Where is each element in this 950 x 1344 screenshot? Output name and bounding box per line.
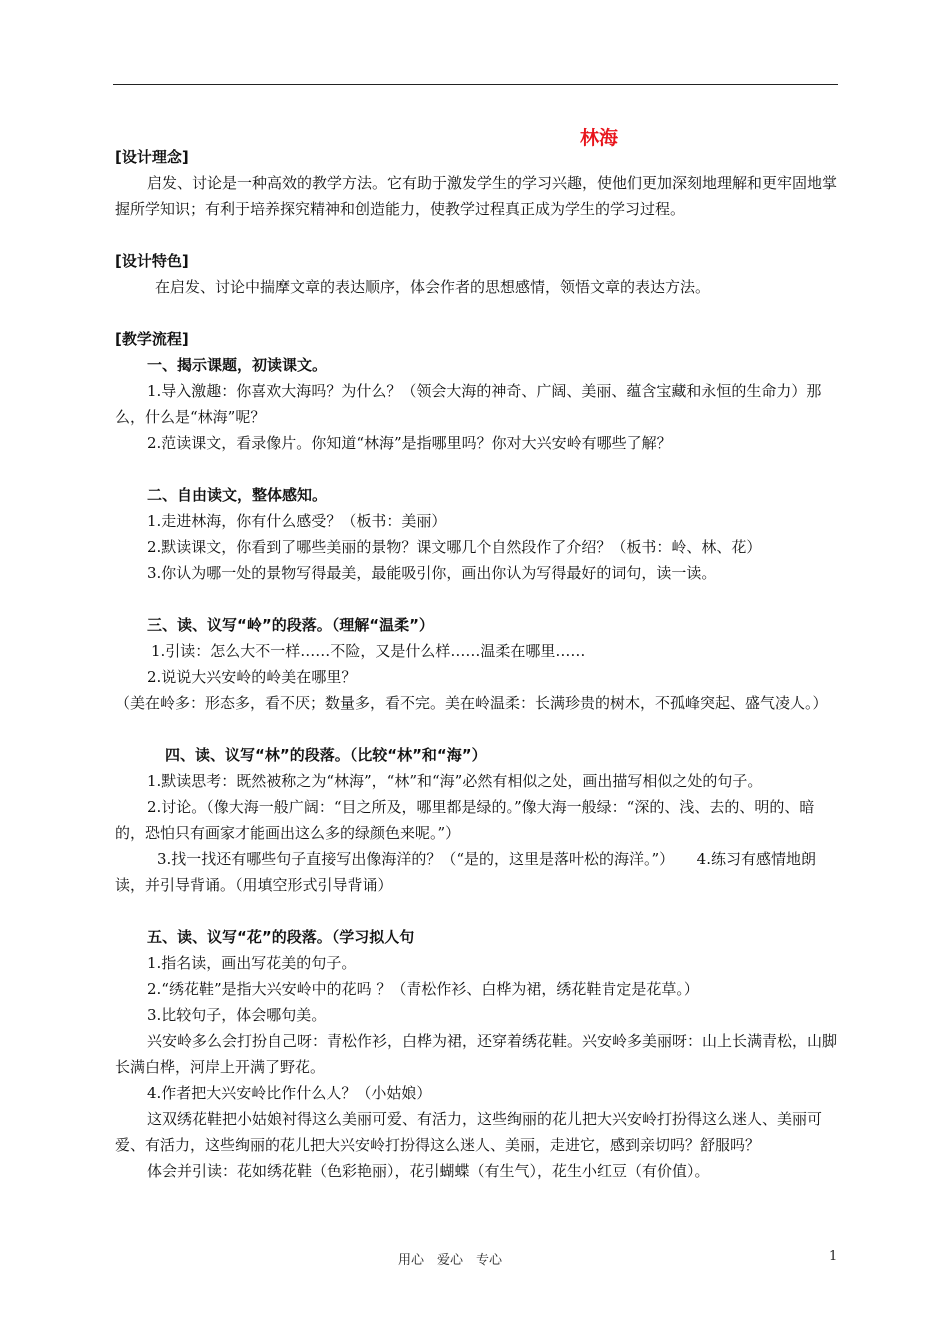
- step5-line: 2.“绣花鞋”是指大兴安岭中的花吗 ？（青松作衫、白桦为裙，绣花鞋肯定是花草。）: [147, 980, 699, 998]
- step2-line: 1.走进林海，你有什么感受？（板书：美丽）: [147, 512, 447, 530]
- step5-line: 兴安岭多么会打扮自己呀：青松作衫，白桦为裙，还穿着绣花鞋。兴安岭多美丽呀：山上长满青松，山脚长满白桦，河岸上开满了野花。: [115, 1032, 838, 1076]
- step5-line: 3.比较句子，体会哪句美。: [147, 1006, 327, 1024]
- step1-line: 2.范读课文，看录像片。你知道“林海”是指哪里吗？你对大兴安岭有哪些了解？: [147, 434, 672, 452]
- page-number: 1: [829, 1249, 838, 1264]
- step3-line: 1.引读：怎么大不一样……不险，又是什么样……温柔在哪里……: [151, 642, 586, 660]
- step2-line: 2.默读课文，你看到了哪些美丽的景物？课文哪几个自然段作了介绍？（板书：岭、林、花）: [147, 538, 762, 556]
- step3-line: （美在岭多：形态多，看不厌；数量多，看不完。美在岭温柔：长满珍贵的树木，不孤峰突起、盛气凌人。）: [115, 694, 828, 712]
- design-feature-text: 在启发、讨论中揣摩文章的表达顺序，体会作者的思想感情，领悟文章的表达方法。: [155, 278, 711, 296]
- step4-line: 2.讨论。（像大海一般广阔：“目之所及，哪里都是绿的。”像大海一般绿：“深的、浅、去的、明的、暗的，恐怕只有画家才能画出这么多的绿颜色来呢。”）: [115, 798, 815, 842]
- step2-line: 3.你认为哪一处的景物写得最美，最能吸引你，画出你认为写得最好的词句，读一读。: [147, 564, 717, 582]
- header-rule: [113, 84, 838, 85]
- design-concept-text: 启发、讨论是一种高效的教学方法。它有助于激发学生的学习兴趣，使他们更加深刻地理解和更牢固地掌握所学知识；有利于培养探究精神和创造能力，使教学过程真正成为学生的学习过程。: [115, 174, 838, 218]
- footer-motto: 用心 爱心 专心: [398, 1253, 503, 1268]
- step4-line: 1.默读思考：既然被称之为“林海”，“林”和“海”必然有相似之处，画出描写相似之处的句子。: [147, 772, 763, 790]
- step5-line: 4.作者把大兴安岭比作什么人？（小姑娘）: [147, 1084, 432, 1102]
- process-heading: [教学流程]: [115, 330, 189, 348]
- step5-heading: 五、读、议写“花”的段落。（学习拟人句: [147, 928, 415, 946]
- step5-line: 这双绣花鞋把小姑娘衬得这么美丽可爱、有活力，这些绚丽的花儿把大兴安岭打扮得这么迷人、美丽可爱、有活力，这些绚丽的花儿把大兴安岭打扮得这么迷人、美丽，走进它，感到亲切吗？舒服吗？: [115, 1110, 823, 1154]
- step5-line: 1.指名读，画出写花美的句子。: [147, 954, 357, 972]
- step4-heading: 四、读、议写“林”的段落。（比较“林”和“海”）: [165, 746, 487, 764]
- step1-heading: 一、揭示课题，初读课文。: [147, 356, 328, 374]
- step1-line: 1.导入激趣：你喜欢大海吗？为什么？（领会大海的神奇、广阔、美丽、蕴含宝藏和永恒的生命力）那么，什么是“林海”呢？: [115, 382, 822, 426]
- step3-line: 2.说说大兴安岭的岭美在哪里？: [147, 668, 357, 686]
- design-concept-heading: [设计理念]: [115, 148, 189, 166]
- document-title: 林海: [580, 127, 619, 149]
- step5-line: 体会并引读：花如绣花鞋（色彩艳丽），花引蝴蝶（有生气），花生小红豆（有价值）。: [147, 1162, 710, 1180]
- document-body: [115, 118, 837, 1184]
- step2-heading: 二、自由读文，整体感知。: [147, 486, 328, 504]
- design-feature-heading: [设计特色]: [115, 252, 189, 270]
- step3-heading: 三、读、议写“岭”的段落。（理解“温柔”）: [147, 616, 434, 634]
- step4-line: 3.找一找还有哪些句子直接写出像海洋的？（“是的，这里是落叶松的海洋。”） 4.练习有感情地朗读，并引导背诵。（用填空形式引导背诵）: [115, 850, 816, 894]
